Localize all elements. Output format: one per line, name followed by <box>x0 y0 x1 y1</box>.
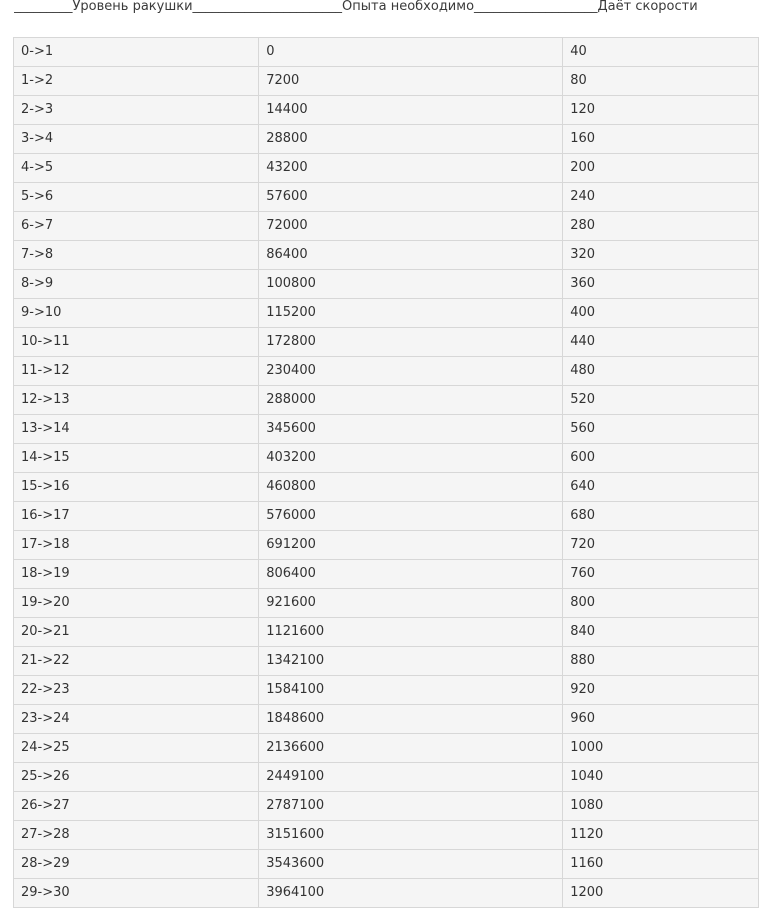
table-row <box>14 38 759 67</box>
level-cell: 27->28 <box>14 821 259 850</box>
speed-cell: 1040 <box>563 763 759 792</box>
experience-cell: 1121600 <box>259 618 563 647</box>
table-row <box>14 270 759 299</box>
experience-cell: 921600 <box>259 589 563 618</box>
table-row <box>14 212 759 241</box>
experience-cell: 576000 <box>259 502 563 531</box>
table-row <box>14 531 759 560</box>
experience-cell: 172800 <box>259 328 563 357</box>
level-cell: 5->6 <box>14 183 259 212</box>
speed-cell: 520 <box>563 386 759 415</box>
table-row <box>14 734 759 763</box>
table-row <box>14 183 759 212</box>
level-cell: 28->29 <box>14 850 259 879</box>
experience-cell: 100800 <box>259 270 563 299</box>
level-cell: 15->16 <box>14 473 259 502</box>
speed-cell: 840 <box>563 618 759 647</box>
speed-cell: 1080 <box>563 792 759 821</box>
experience-cell: 2136600 <box>259 734 563 763</box>
level-cell: 2->3 <box>14 96 259 125</box>
level-cell: 1->2 <box>14 67 259 96</box>
speed-cell: 1160 <box>563 850 759 879</box>
level-cell: 12->13 <box>14 386 259 415</box>
level-cell: 6->7 <box>14 212 259 241</box>
level-cell: 16->17 <box>14 502 259 531</box>
experience-cell: 3151600 <box>259 821 563 850</box>
speed-cell: 560 <box>563 415 759 444</box>
level-cell: 14->15 <box>14 444 259 473</box>
speed-cell: 40 <box>563 38 759 67</box>
experience-cell: 806400 <box>259 560 563 589</box>
table-body <box>14 38 759 908</box>
experience-cell: 0 <box>259 38 563 67</box>
table-row <box>14 444 759 473</box>
experience-cell: 345600 <box>259 415 563 444</box>
experience-cell: 460800 <box>259 473 563 502</box>
shell-level-table <box>13 37 759 908</box>
experience-cell: 115200 <box>259 299 563 328</box>
experience-cell: 14400 <box>259 96 563 125</box>
level-cell: 4->5 <box>14 154 259 183</box>
level-cell: 23->24 <box>14 705 259 734</box>
table-header-text: _________Уровень ракушки_______________________Опыта необходимо___________________Даёт скорости <box>14 0 698 14</box>
table-row <box>14 618 759 647</box>
speed-cell: 920 <box>563 676 759 705</box>
experience-cell: 7200 <box>259 67 563 96</box>
speed-cell: 880 <box>563 647 759 676</box>
table-row <box>14 560 759 589</box>
speed-cell: 800 <box>563 589 759 618</box>
table-row <box>14 763 759 792</box>
level-cell: 10->11 <box>14 328 259 357</box>
speed-cell: 680 <box>563 502 759 531</box>
level-cell: 17->18 <box>14 531 259 560</box>
experience-cell: 3543600 <box>259 850 563 879</box>
level-cell: 11->12 <box>14 357 259 386</box>
table-row <box>14 415 759 444</box>
speed-cell: 640 <box>563 473 759 502</box>
speed-cell: 80 <box>563 67 759 96</box>
experience-cell: 1342100 <box>259 647 563 676</box>
level-cell: 7->8 <box>14 241 259 270</box>
speed-cell: 320 <box>563 241 759 270</box>
level-cell: 19->20 <box>14 589 259 618</box>
experience-cell: 86400 <box>259 241 563 270</box>
table-row <box>14 821 759 850</box>
level-cell: 29->30 <box>14 879 259 908</box>
speed-cell: 400 <box>563 299 759 328</box>
level-cell: 9->10 <box>14 299 259 328</box>
speed-cell: 480 <box>563 357 759 386</box>
level-cell: 22->23 <box>14 676 259 705</box>
speed-cell: 1120 <box>563 821 759 850</box>
table-row <box>14 67 759 96</box>
experience-cell: 1584100 <box>259 676 563 705</box>
table-row <box>14 502 759 531</box>
experience-cell: 403200 <box>259 444 563 473</box>
speed-cell: 960 <box>563 705 759 734</box>
table-row <box>14 96 759 125</box>
speed-cell: 1200 <box>563 879 759 908</box>
table-row <box>14 357 759 386</box>
table-row <box>14 647 759 676</box>
speed-cell: 280 <box>563 212 759 241</box>
table-row <box>14 879 759 908</box>
speed-cell: 240 <box>563 183 759 212</box>
speed-cell: 760 <box>563 560 759 589</box>
table-row <box>14 705 759 734</box>
table-row <box>14 676 759 705</box>
speed-cell: 200 <box>563 154 759 183</box>
experience-cell: 2449100 <box>259 763 563 792</box>
table-row <box>14 386 759 415</box>
speed-cell: 600 <box>563 444 759 473</box>
level-cell: 24->25 <box>14 734 259 763</box>
speed-cell: 160 <box>563 125 759 154</box>
experience-cell: 28800 <box>259 125 563 154</box>
speed-cell: 1000 <box>563 734 759 763</box>
table-row <box>14 792 759 821</box>
level-cell: 26->27 <box>14 792 259 821</box>
table-row <box>14 473 759 502</box>
experience-cell: 230400 <box>259 357 563 386</box>
level-cell: 8->9 <box>14 270 259 299</box>
experience-cell: 2787100 <box>259 792 563 821</box>
experience-cell: 3964100 <box>259 879 563 908</box>
level-cell: 3->4 <box>14 125 259 154</box>
table-row <box>14 241 759 270</box>
speed-cell: 120 <box>563 96 759 125</box>
experience-cell: 691200 <box>259 531 563 560</box>
level-cell: 20->21 <box>14 618 259 647</box>
level-cell: 13->14 <box>14 415 259 444</box>
speed-cell: 360 <box>563 270 759 299</box>
speed-cell: 440 <box>563 328 759 357</box>
level-cell: 18->19 <box>14 560 259 589</box>
table-row <box>14 328 759 357</box>
table-row <box>14 125 759 154</box>
level-cell: 21->22 <box>14 647 259 676</box>
experience-cell: 43200 <box>259 154 563 183</box>
level-cell: 0->1 <box>14 38 259 67</box>
table-row <box>14 589 759 618</box>
experience-cell: 288000 <box>259 386 563 415</box>
level-cell: 25->26 <box>14 763 259 792</box>
table-row <box>14 154 759 183</box>
table-row <box>14 299 759 328</box>
experience-cell: 72000 <box>259 212 563 241</box>
experience-cell: 1848600 <box>259 705 563 734</box>
speed-cell: 720 <box>563 531 759 560</box>
experience-cell: 57600 <box>259 183 563 212</box>
table-row <box>14 850 759 879</box>
